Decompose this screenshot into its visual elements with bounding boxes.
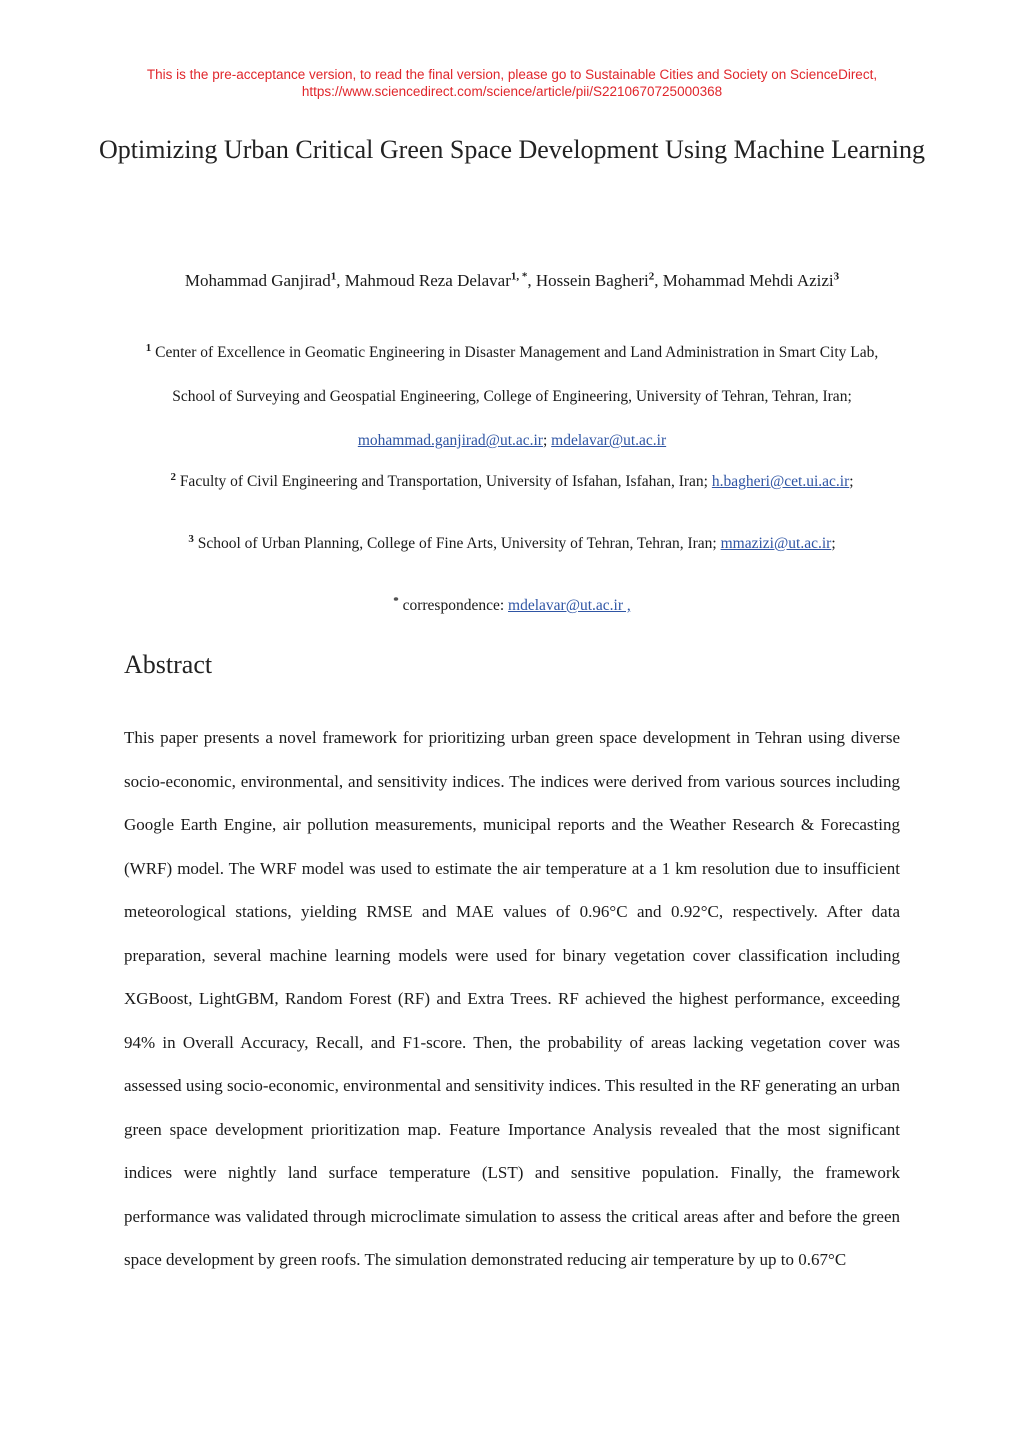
correspondence <box>124 590 900 617</box>
author-list <box>0 262 1024 295</box>
affiliation-2-marker: 2 <box>170 471 176 483</box>
paper-title: Optimizing Urban Critical Green Space Development Using Machine Learning <box>99 135 925 164</box>
affiliation-3-marker: 3 <box>188 533 194 545</box>
affiliation-3: $^3$ School of Urban Planning, College of Fine Arts, University of Tehran, Tehran, Iran; mmazizi@ut.ac.ir; <box>188 533 836 553</box>
email-link-ganjirad[interactable]: mohammad.ganjirad@ut.ac.ir <box>357 432 543 450</box>
author-3: Hossein Bagheri$^2$, <box>535 270 663 290</box>
correspondence-email-link[interactable]: mdelavar@ut.ac.ir , <box>508 597 631 615</box>
affiliation-2: $^2$ Faculty of Civil Engineering and Transportation, University of Isfahan, Isfahan, Iran; h.bagheri@cet.ui.ac.ir; <box>170 471 854 491</box>
abstract-body: This paper presents a novel framework for prioritizing urban green space development in Tehran using diverse socio-economic, environmental, and sensitivity indices. The indices were derived from various sources including Google Earth Engine, air pollution measurements, municipal reports and the Weather Research & Forecasting (WRF) model. The WRF model was used to estimate the air temperature at a 1 km resolution due to insufficient meteorological stations, yielding RMSE and MAE values of 0.96°C and 0.92°C, respectively. After data preparation, several machine learning models were used for binary vegetation cover classification including XGBoost, LightGBM, Random Forest (RF) and Extra Trees. RF achieved the highest performance, exceeding 94% in Overall Accuracy, Recall, and F1-score. Then, the probability of areas lacking vegetation cover was assessed using socio-economic, environmental and sensitivity indices. This resulted in the RF generating an urban green space development prioritization map. Feature Importance Analysis revealed that the most significant indices were nightly land surface temperature (LST) and sensitive population. Finally, the framework performance was validated through microclimate simulation to assess the critical areas after and before the green space development by green roofs. The simulation demonstrated reducing air temperature by up to 0.67°C <box>124 728 900 1269</box>
affiliation-1-text: Center of Excellence in Geomatic Engineering in Disaster Management and Land Administration in Smart City Lab, School of Surveying and Geospatial Engineering, College of Engineering, University of Tehran, Tehran, Iran; <box>155 344 879 406</box>
email-link-bagheri[interactable]: h.bagheri@cet.ui.ac.ir <box>711 473 850 491</box>
affiliation-2-text: Faculty of Civil Engineering and Transportation, University of Isfahan, Isfahan, Iran; <box>179 473 708 491</box>
author-2: Mahmoud Reza Delavar$^{1, *}$, <box>344 270 536 290</box>
author-4: Mohammad Mehdi Azizi$^3$ <box>662 270 840 290</box>
correspondence-label: correspondence: <box>402 597 505 615</box>
email-link-azizi[interactable]: mmazizi@ut.ac.ir <box>720 535 832 553</box>
notice-line-1: This is the pre-acceptance version, to read the final version, please go to Sustainable Cities and Society on ScienceDirect, <box>146 67 878 82</box>
notice-url[interactable]: https://www.sciencedirect.com/science/article/pii/S2210670725000368 <box>301 84 723 99</box>
abstract-heading: Abstract <box>124 650 213 679</box>
preacceptance-notice <box>0 66 1024 100</box>
correspondence-marker: * <box>393 595 399 607</box>
author-1: Mohammad Ganjirad$^1$, <box>184 270 345 290</box>
affiliation-3-text: School of Urban Planning, College of Fine Arts, University of Tehran, Tehran, Iran; <box>197 535 717 553</box>
affiliation-1-marker: 1 <box>145 342 152 354</box>
affiliation-1: $^1$ Center of Excellence in Geomatic Engineering in Disaster Management and Land Administration in Smart City Lab, School of Surveying and Geospatial Engineering, College of Engineering, University of Tehran, Tehran, Iran; mohammad.ganjirad@ut.ac.ir; mdelavar@ut.ac.ir <box>145 342 879 450</box>
email-link-delavar[interactable]: mdelavar@ut.ac.ir <box>551 432 667 450</box>
